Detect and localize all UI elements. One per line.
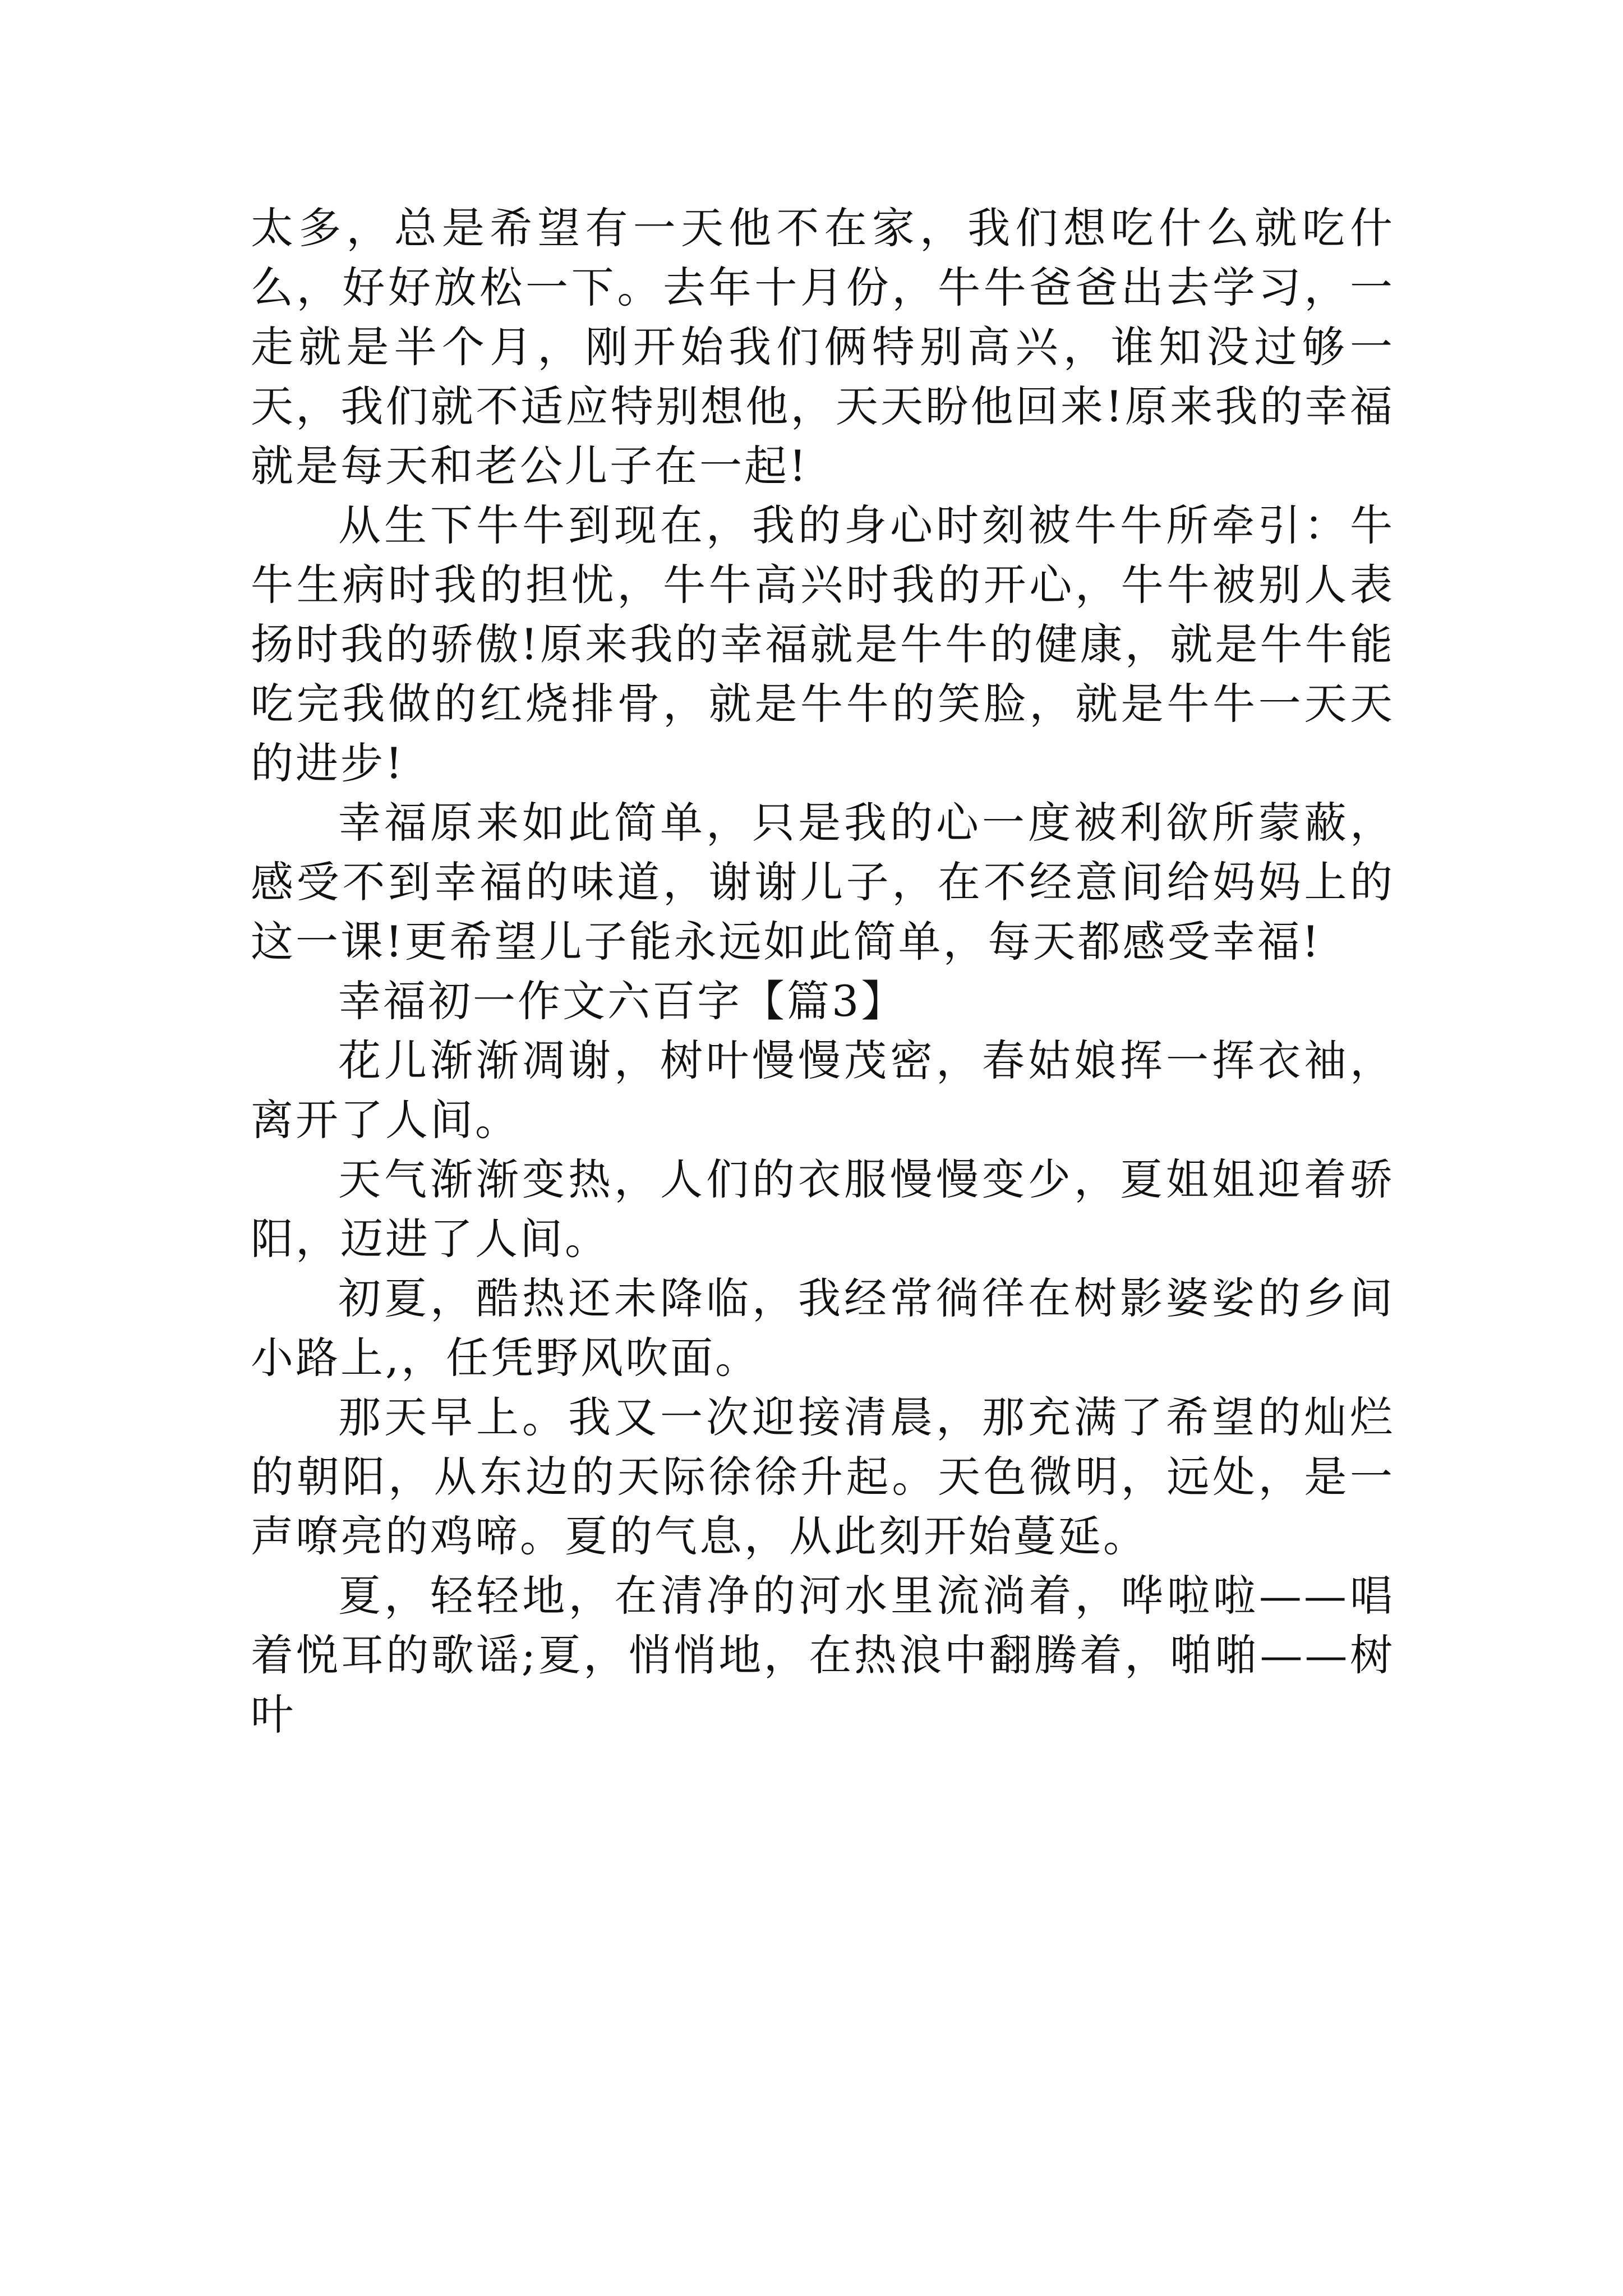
paragraph: 花儿渐渐凋谢，树叶慢慢茂密，春姑娘挥一挥衣袖，离开了人间。 — [251, 1036, 1395, 1145]
section-heading: 幸福初一作文六百字【篇3】 — [338, 976, 906, 1026]
paragraph: 天气渐渐变热，人们的衣服慢慢变少，夏姐姐迎着骄阳，迈进了人间。 — [251, 1154, 1395, 1264]
paragraph: 从生下牛牛到现在，我的身心时刻被牛牛所牵引：牛牛生病时我的担忧，牛牛高兴时我的开心，牛牛被别人表扬时我的骄傲!原来我的幸福就是牛牛的健康，就是牛牛能吃完我做的红烧排骨，就是牛牛的笑脸，就是牛牛一天天的进步! — [251, 500, 1395, 788]
paragraph-continuation: 太多，总是希望有一天他不在家，我们想吃什么就吃什么，好好放松一下。去年十月份，牛牛爸爸出去学习，一走就是半个月，刚开始我们俩特别高兴，谁知没过够一天，我们就不适应特别想他，天天盼他回来!原来我的幸福就是每天和老公儿子在一起! — [251, 203, 1395, 491]
document-body — [251, 199, 1395, 1745]
paragraph: 初夏，酷热还未降临，我经常徜徉在树影婆娑的乡间小路上,，任凭野风吹面。 — [251, 1273, 1395, 1383]
paragraph: 夏，轻轻地，在清净的河水里流淌着，哗啦啦——唱着悦耳的歌谣;夏，悄悄地，在热浪中翻腾着，啪啪——树叶 — [251, 1571, 1395, 1740]
paragraph: 那天早上。我又一次迎接清晨，那充满了希望的灿烂的朝阳，从东边的天际徐徐升起。天色微明，远处，是一声嘹亮的鸡啼。夏的气息，从此刻开始蔓延。 — [251, 1392, 1395, 1561]
paragraph: 幸福原来如此简单，只是我的心一度被利欲所蒙蔽，感受不到幸福的味道，谢谢儿子，在不经意间给妈妈上的这一课!更希望儿子能永远如此简单，每天都感受幸福! — [251, 798, 1395, 967]
